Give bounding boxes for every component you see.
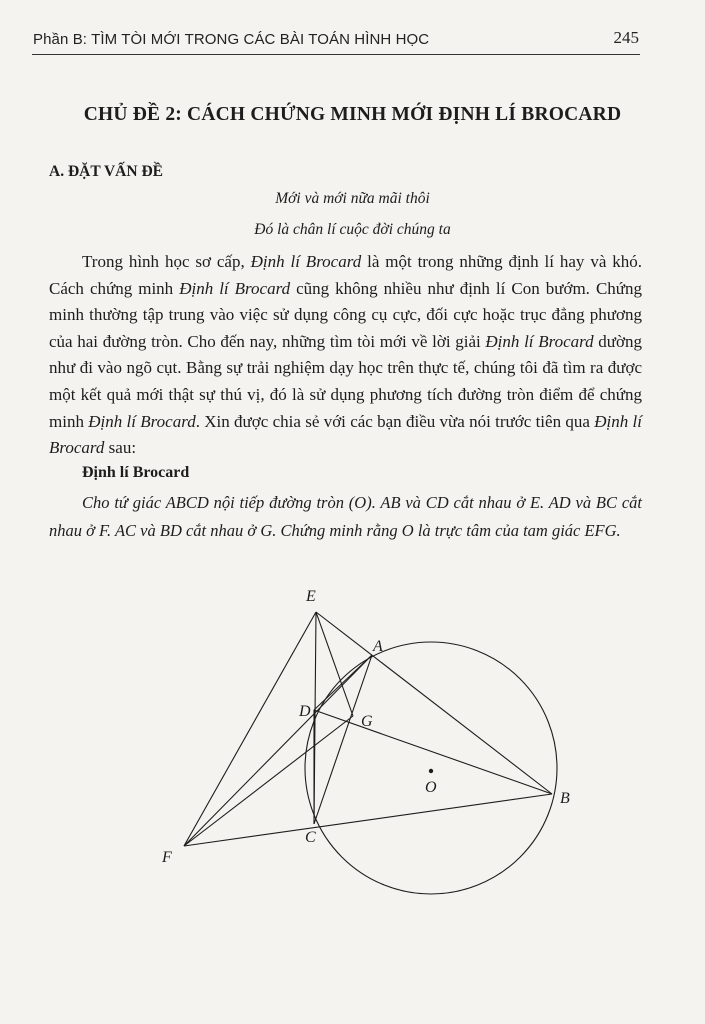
segment-EB: [316, 612, 552, 794]
center-point: [429, 769, 433, 773]
paragraph-run-italic: Định lí Brocard: [49, 411, 642, 458]
circumcircle: [305, 642, 557, 894]
paragraph-run-italic: Định lí Brocard: [485, 331, 594, 351]
label-O: O: [425, 779, 437, 796]
section-title: A. ĐẶT VẤN ĐỀ: [49, 163, 163, 180]
paragraph-run: . Xin được chia sẻ với các bạn điều vừa nói trước tiên qua: [195, 411, 595, 431]
page-number: 245: [613, 28, 639, 47]
paragraph-run-italic: Định lí Brocard: [179, 278, 291, 298]
segment-EF: [184, 612, 316, 846]
paragraph-run: dường như đi vào ngõ cụt. Bằng sự trải nghiệm dạy học trên thực tế, chúng tôi đã tìm ra được một kết quả mới thật sự thú vị, đó là sử dụng phương tích đường tròn điểm để chứng minh: [49, 331, 642, 431]
segment-AD: [314, 655, 372, 710]
label-F: F: [162, 849, 172, 866]
poem-line-1: Mới và mới nữa mãi thôi: [275, 190, 430, 207]
segment-FA: [184, 655, 372, 846]
paragraph-run: là một trong những định lí hay và khó. Cách chứng minh: [49, 252, 642, 298]
label-A: A: [373, 638, 383, 655]
theorem-title: Định lí Brocard: [82, 464, 190, 481]
poem-line-2: Đó là chân lí cuộc đời chúng ta: [254, 221, 451, 238]
segment-FB: [184, 794, 552, 846]
segment-EG: [316, 612, 353, 716]
paragraph-run: cũng không nhiều như định lí Con bướm. Chứng minh thường tập trung vào việc sử dụng công cụ cực, đối cực hoặc trục đẳng phương của hai đường tròn. Cho đến nay, những tìm tòi mới về lời giải: [49, 278, 642, 351]
running-header-title: Phần B: TÌM TÒI MỚI TRONG CÁC BÀI TOÁN HÌNH HỌC: [33, 31, 430, 48]
paragraph-run-italic: Định lí Brocard: [250, 252, 362, 271]
label-G: G: [361, 713, 373, 730]
paragraph-run-italic: Định lí Brocard: [88, 411, 196, 431]
paragraph-run: Trong hình học sơ cấp,: [82, 252, 251, 271]
chapter-title: CHỦ ĐỀ 2: CÁCH CHỨNG MINH MỚI ĐỊNH LÍ BROCARD: [83, 104, 622, 125]
theorem-statement: Cho tứ giác ABCD nội tiếp đường tròn (O). AB và CD cắt nhau ở E. AD và BC cắt nhau ở F. AC và BD cắt nhau ở G. Chứng minh rằng O là trực tâm của tam giác EFG.: [49, 493, 642, 541]
paragraph-run: sau:: [104, 438, 137, 458]
label-C: C: [305, 829, 316, 846]
label-B: B: [560, 790, 570, 807]
segment-FG: [184, 716, 353, 846]
label-E: E: [306, 588, 316, 605]
label-D: D: [299, 703, 311, 720]
